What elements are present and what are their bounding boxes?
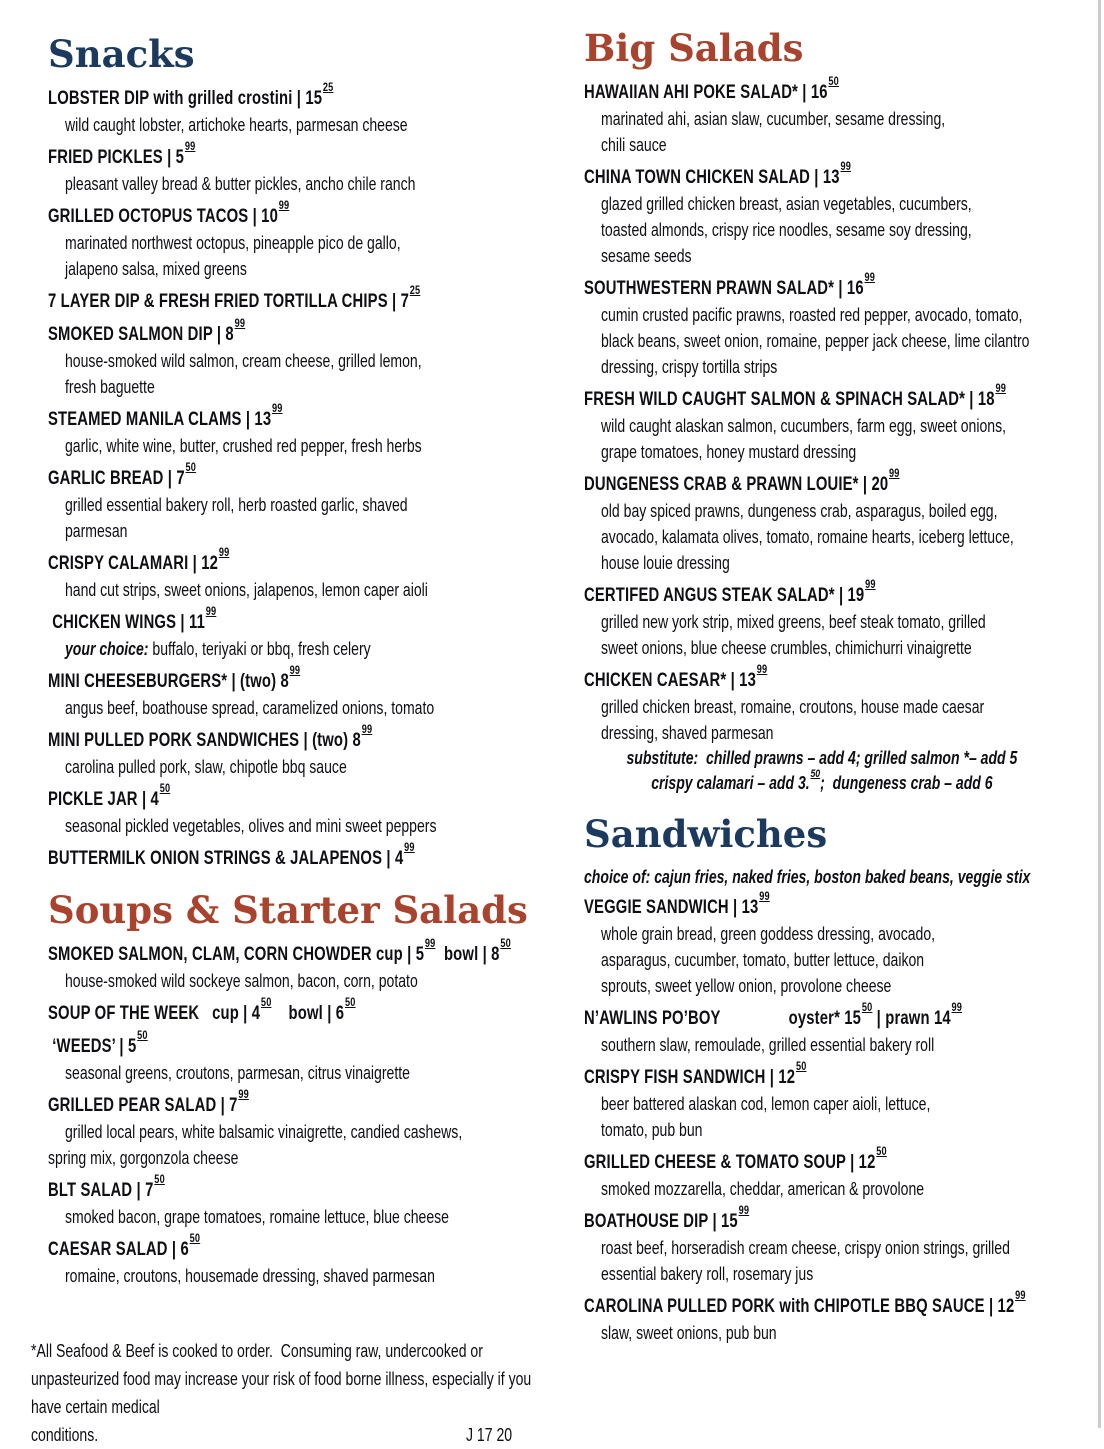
- menu-item-title: 7 LAYER DIP & FRESH FRIED TORTILLA CHIPS | $7^{25}$: [48, 284, 421, 312]
- menu-item-description-line: garlic, white wine, butter, crushed red pepper, fresh herbs: [65, 436, 422, 456]
- menu-item: [48, 81, 573, 138]
- menu-item-title: PICKLE JAR | $4^{50}$: [48, 782, 171, 810]
- menu-item-description-line: cumin crusted pacific prawns, roasted red pepper, avocado, tomato,: [601, 305, 1023, 325]
- menu-item: [48, 841, 573, 872]
- menu-item-title: LOBSTER DIP with grilled crostini | $15^{25}$: [48, 81, 334, 109]
- menu-item-description-line: grape tomatoes, honey mustard dressing: [601, 442, 857, 462]
- menu-item-title: SOUP OF THE WEEK cup | $4^{50}$ bowl | $6^{50}$: [48, 996, 356, 1024]
- menu-item: [48, 605, 573, 662]
- footer-revision-code: J 17 20: [466, 1425, 513, 1445]
- menu-item: [48, 317, 573, 400]
- footer: [31, 1337, 1096, 1449]
- menu-item-description-line: toasted almonds, crispy rice noodles, sesame soy dressing,: [601, 220, 972, 240]
- menu-item-description-line: grilled essential bakery roll, herb roasted garlic, shaved: [65, 495, 408, 515]
- menu-item-description-line: beer battered alaskan cod, lemon caper aioli, lettuce,: [601, 1094, 931, 1114]
- menu-item-substitution-line: substitute: chilled prawns – add 4; grilled salmon *– add 5: [626, 748, 1018, 768]
- menu-item-description-line: chili sauce: [601, 135, 667, 155]
- menu-item-description-line: essential bakery roll, rosemary jus: [601, 1264, 814, 1284]
- footer-disclaimer-line1: *All Seafood & Beef is cooked to order. Consuming raw, undercooked or unpasteurized food may increase your risk of food borne illness, especially if you have certain medical: [31, 1341, 536, 1417]
- menu-item: [48, 996, 573, 1027]
- menu-item-description-line: your choice: buffalo, teriyaki or bbq, fresh celery: [65, 639, 371, 659]
- menu-item: [584, 1001, 1099, 1058]
- menu-item: [48, 664, 573, 721]
- menu-item-description-line: house louie dressing: [601, 553, 730, 573]
- section-sandwiches: [584, 810, 1099, 1346]
- menu-item-description-line: fresh baguette: [65, 377, 155, 397]
- menu-item: [48, 1029, 573, 1086]
- menu-item: [48, 402, 573, 459]
- menu-item: [584, 1060, 1099, 1143]
- menu-item-description-line: southern slaw, remoulade, grilled essential bakery roll: [601, 1035, 935, 1055]
- menu-item-title: BUTTERMILK ONION STRINGS & JALAPENOS | $4^{99}$: [48, 841, 415, 869]
- menu-item-description-line: spring mix, gorgonzola cheese: [48, 1148, 239, 1168]
- menu-item-title: STEAMED MANILA CLAMS | $13^{99}$: [48, 402, 283, 430]
- menu-item-description-line: dressing, crispy tortilla strips: [601, 357, 778, 377]
- menu-item-description-line: smoked bacon, grape tomatoes, romaine lettuce, blue cheese: [65, 1207, 449, 1227]
- menu-item: [48, 723, 573, 780]
- menu-item-description-line: seasonal pickled vegetables, olives and mini sweet peppers: [65, 816, 437, 836]
- menu-item-title: ‘WEEDS’ | $5^{50}$: [48, 1029, 148, 1057]
- menu-item-description-line: old bay spiced prawns, dungeness crab, asparagus, boiled egg,: [601, 501, 998, 521]
- menu-item-title: CHICKEN CAESAR* | $13^{99}$: [584, 663, 768, 691]
- menu-item-description-line: smoked mozzarella, cheddar, american & provolone: [601, 1179, 925, 1199]
- menu-item-description-line: dressing, shaved parmesan: [601, 723, 774, 743]
- menu-item-substitution-line: crispy calamari – add 3.50; dungeness crab – add 6: [651, 767, 993, 793]
- menu-item: [48, 140, 573, 197]
- footer-disclaimer-line2: conditions.: [31, 1425, 99, 1445]
- menu-item-title: SMOKED SALMON, CLAM, CORN CHOWDER cup | $5^{99}$ bowl | $8^{50}$: [48, 937, 511, 965]
- menu-item-title: CAROLINA PULLED PORK with CHIPOTLE BBQ SAUCE | $12^{99}$: [584, 1289, 1026, 1317]
- menu-item-description-line: wild caught alaskan salmon, cucumbers, farm egg, sweet onions,: [601, 416, 1007, 436]
- menu-item-description-line: avocado, kalamata olives, tomato, romaine hearts, iceberg lettuce,: [601, 527, 1014, 547]
- menu-item-description-line: romaine, croutons, housemade dressing, shaved parmesan: [65, 1266, 435, 1286]
- menu-item-title: BOATHOUSE DIP | $15^{99}$: [584, 1204, 750, 1232]
- menu-item-description-line: grilled new york strip, mixed greens, beef steak tomato, grilled: [601, 612, 986, 632]
- menu-item-description-line: roast beef, horseradish cream cheese, crispy onion strings, grilled: [601, 1238, 1010, 1258]
- menu-item-description-line: black beans, sweet onion, romaine, pepper jack cheese, lime cilantro: [601, 331, 1030, 351]
- menu-item-title: FRESH WILD CAUGHT SALMON & SPINACH SALAD* | $18^{99}$: [584, 382, 1006, 410]
- menu-item-description-line: grilled local pears, white balsamic vinaigrette, candied cashews,: [65, 1122, 463, 1142]
- section-heading-snacks: Snacks: [48, 32, 195, 76]
- menu-item: [584, 890, 1099, 999]
- menu-item: [48, 1088, 573, 1171]
- section-snacks: [48, 30, 573, 872]
- menu-item-title: CERTIFED ANGUS STEAK SALAD* | $19^{99}$: [584, 578, 876, 606]
- menu-item: [48, 937, 573, 994]
- menu-item-title: MINI CHEESEBURGERS* | (two) $8^{99}$: [48, 664, 301, 692]
- menu-item: [584, 160, 1099, 269]
- menu-item: [48, 284, 573, 315]
- section-intro: choice of: cajun fries, naked fries, boston baked beans, veggie stix: [584, 867, 1031, 887]
- menu-item-description-line: parmesan: [65, 521, 128, 541]
- menu-item: [48, 782, 573, 839]
- section-heading-soups-starter-salads: Soups & Starter Salads: [48, 888, 528, 932]
- menu-item-title: BLT SALAD | $7^{50}$: [48, 1173, 165, 1201]
- menu-item-description-line: asparagus, cucumber, tomato, butter lettuce, daikon: [601, 950, 925, 970]
- menu-item-description-line: house-smoked wild salmon, cream cheese, grilled lemon,: [65, 351, 422, 371]
- menu-item-description-line: sprouts, sweet yellow onion, provolone cheese: [601, 976, 892, 996]
- menu-item-description-line: sweet onions, blue cheese crumbles, chimichurri vinaigrette: [601, 638, 972, 658]
- menu-item-title: SOUTHWESTERN PRAWN SALAD* | $16^{99}$: [584, 271, 876, 299]
- menu-item-title: FRIED PICKLES | $5^{99}$: [48, 140, 196, 168]
- menu-item-description-line: tomato, pub bun: [601, 1120, 703, 1140]
- menu-item-description-line: pleasant valley bread & butter pickles, ancho chile ranch: [65, 174, 416, 194]
- menu-item-title: N’AWLINS PO’BOY oyster* $15^{50}$ | prawn $14^{99}$: [584, 1001, 963, 1029]
- menu-item-title: GRILLED PEAR SALAD | $7^{99}$: [48, 1088, 249, 1116]
- section-soups-starter-salads: [48, 886, 573, 1289]
- section-heading-big-salads: Big Salads: [584, 26, 804, 70]
- menu-item-description-line: angus beef, boathouse spread, caramelized onions, tomato: [65, 698, 435, 718]
- menu-item-description-line: wild caught lobster, artichoke hearts, parmesan cheese: [65, 115, 408, 135]
- menu-item-title: GRILLED CHEESE & TOMATO SOUP | $12^{50}$: [584, 1145, 887, 1173]
- menu-item-title: MINI PULLED PORK SANDWICHES | (two) $8^{99}$: [48, 723, 373, 751]
- menu-item-description-line: hand cut strips, sweet onions, jalapenos, lemon caper aioli: [65, 580, 428, 600]
- menu-item-description-line: whole grain bread, green goddess dressing, avocado,: [601, 924, 936, 944]
- page-edge-line: [1098, 0, 1101, 1428]
- menu-item: [48, 546, 573, 603]
- menu-item-title: CHICKEN WINGS | $11^{99}$: [48, 605, 217, 633]
- menu-item-description-line: sesame seeds: [601, 246, 692, 266]
- menu-item: [584, 382, 1099, 465]
- menu-item-title: VEGGIE SANDWICH | $13^{99}$: [584, 890, 770, 918]
- menu-item: [48, 1173, 573, 1230]
- menu-item: [48, 1232, 573, 1289]
- menu-column-right: [584, 24, 1099, 1353]
- section-heading-sandwiches: Sandwiches: [584, 812, 828, 856]
- menu-item-title: SMOKED SALMON DIP | $8^{99}$: [48, 317, 246, 345]
- menu-item-description-line: seasonal greens, croutons, parmesan, citrus vinaigrette: [65, 1063, 410, 1083]
- menu-item-title: GARLIC BREAD | $7^{50}$: [48, 461, 197, 489]
- menu-item-title: CRISPY FISH SANDWICH | $12^{50}$: [584, 1060, 807, 1088]
- menu-item-title: GRILLED OCTOPUS TACOS | $10^{99}$: [48, 199, 290, 227]
- menu-item: [584, 75, 1099, 158]
- menu-item-description-line: grilled chicken breast, romaine, croutons, house made caesar: [601, 697, 985, 717]
- menu-item: [584, 467, 1099, 576]
- menu-item: [584, 663, 1099, 796]
- menu-item-description-line: carolina pulled pork, slaw, chipotle bbq sauce: [65, 757, 347, 777]
- menu-item-title: DUNGENESS CRAB & PRAWN LOUIE* | $20^{99}$: [584, 467, 900, 495]
- menu-item-title: HAWAIIAN AHI POKE SALAD* | $16^{50}$: [584, 75, 839, 103]
- menu-item-title: CAESAR SALAD | $6^{50}$: [48, 1232, 201, 1260]
- menu-item-description-line: house-smoked wild sockeye salmon, bacon, corn, potato: [65, 971, 418, 991]
- section-big-salads: [584, 24, 1099, 796]
- menu-item-description-line: slaw, sweet onions, pub bun: [601, 1323, 777, 1343]
- menu-item: [584, 1145, 1099, 1202]
- menu-column-left: [48, 30, 573, 1296]
- menu-item: [584, 578, 1099, 661]
- menu-item-description-line: marinated ahi, asian slaw, cucumber, sesame dressing,: [601, 109, 946, 129]
- menu-item: [584, 1204, 1099, 1287]
- menu-item-title: CRISPY CALAMARI | $12^{99}$: [48, 546, 230, 574]
- menu-item-title: CHINA TOWN CHICKEN SALAD | $13^{99}$: [584, 160, 852, 188]
- menu-item-description-line: jalapeno salsa, mixed greens: [65, 259, 247, 279]
- menu-item-description-line: glazed grilled chicken breast, asian vegetables, cucumbers,: [601, 194, 972, 214]
- menu-item: [48, 199, 573, 282]
- menu-item-description-line: marinated northwest octopus, pineapple pico de gallo,: [65, 233, 401, 253]
- menu-item: [48, 461, 573, 544]
- menu-item: [584, 271, 1099, 380]
